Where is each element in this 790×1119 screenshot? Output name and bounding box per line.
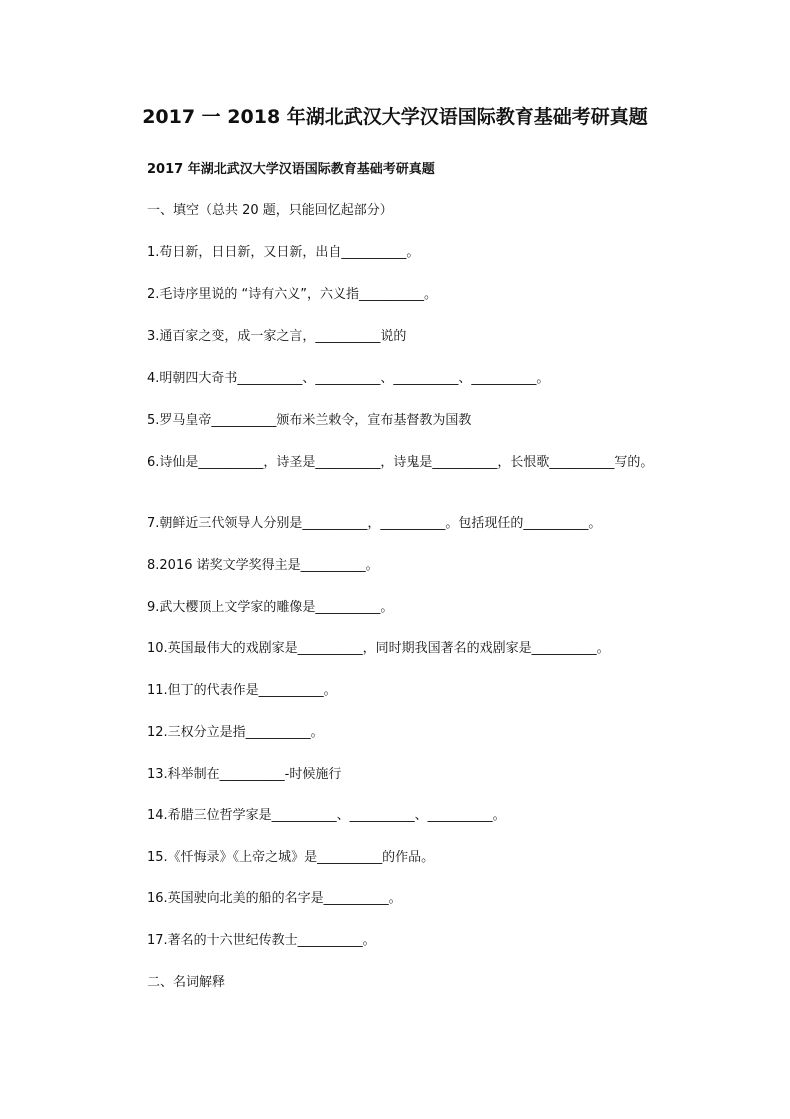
document-title: 2017 一 2018 年湖北武汉大学汉语国际教育基础考研真题 <box>142 106 648 128</box>
question-9: 9.武大樱顶上文学家的雕像是__________。 <box>147 600 394 615</box>
question-13: 13.科举制在__________-时候施行 <box>147 767 342 782</box>
question-16: 16.英国驶向北美的船的名字是__________。 <box>147 891 402 906</box>
question-2: 2.毛诗序里说的 “诗有六义”，六义指__________。 <box>147 287 438 302</box>
question-1: 1.苟日新，日日新，又日新，出自__________。 <box>147 245 420 260</box>
question-15: 15.《忏悔录》《上帝之城》是__________的作品。 <box>147 850 435 865</box>
section-heading-fill-in: 一、填空（总共 20 题，只能回忆起部分） <box>147 203 393 218</box>
question-4: 4.明朝四大奇书__________、__________、__________、__________。 <box>147 371 550 386</box>
question-11: 11.但丁的代表作是__________。 <box>147 683 337 698</box>
question-3: 3.通百家之变，成一家之言，__________说的 <box>147 329 407 344</box>
question-12: 12.三权分立是指__________。 <box>147 725 324 740</box>
question-14: 14.希腊三位哲学家是__________、__________、__________。 <box>147 808 506 823</box>
question-8: 8.2016 诺奖文学奖得主是__________。 <box>147 558 379 573</box>
question-10: 10.英国最伟大的戏剧家是__________，同时期我国著名的戏剧家是__________。 <box>147 641 610 656</box>
question-5: 5.罗马皇帝__________颁布米兰敕令，宣布基督教为国教 <box>147 413 472 428</box>
document-subtitle: 2017 年湖北武汉大学汉语国际教育基础考研真题 <box>147 162 435 177</box>
question-6: 6.诗仙是__________，诗圣是__________，诗鬼是__________，长恨歌__________写的。 <box>147 455 654 470</box>
question-7: 7.朝鲜近三代领导人分别是__________，__________。包括现任的__________。 <box>147 516 602 531</box>
section-heading-terms: 二、名词解释 <box>147 975 226 990</box>
question-17: 17.著名的十六世纪传教士__________。 <box>147 933 376 948</box>
